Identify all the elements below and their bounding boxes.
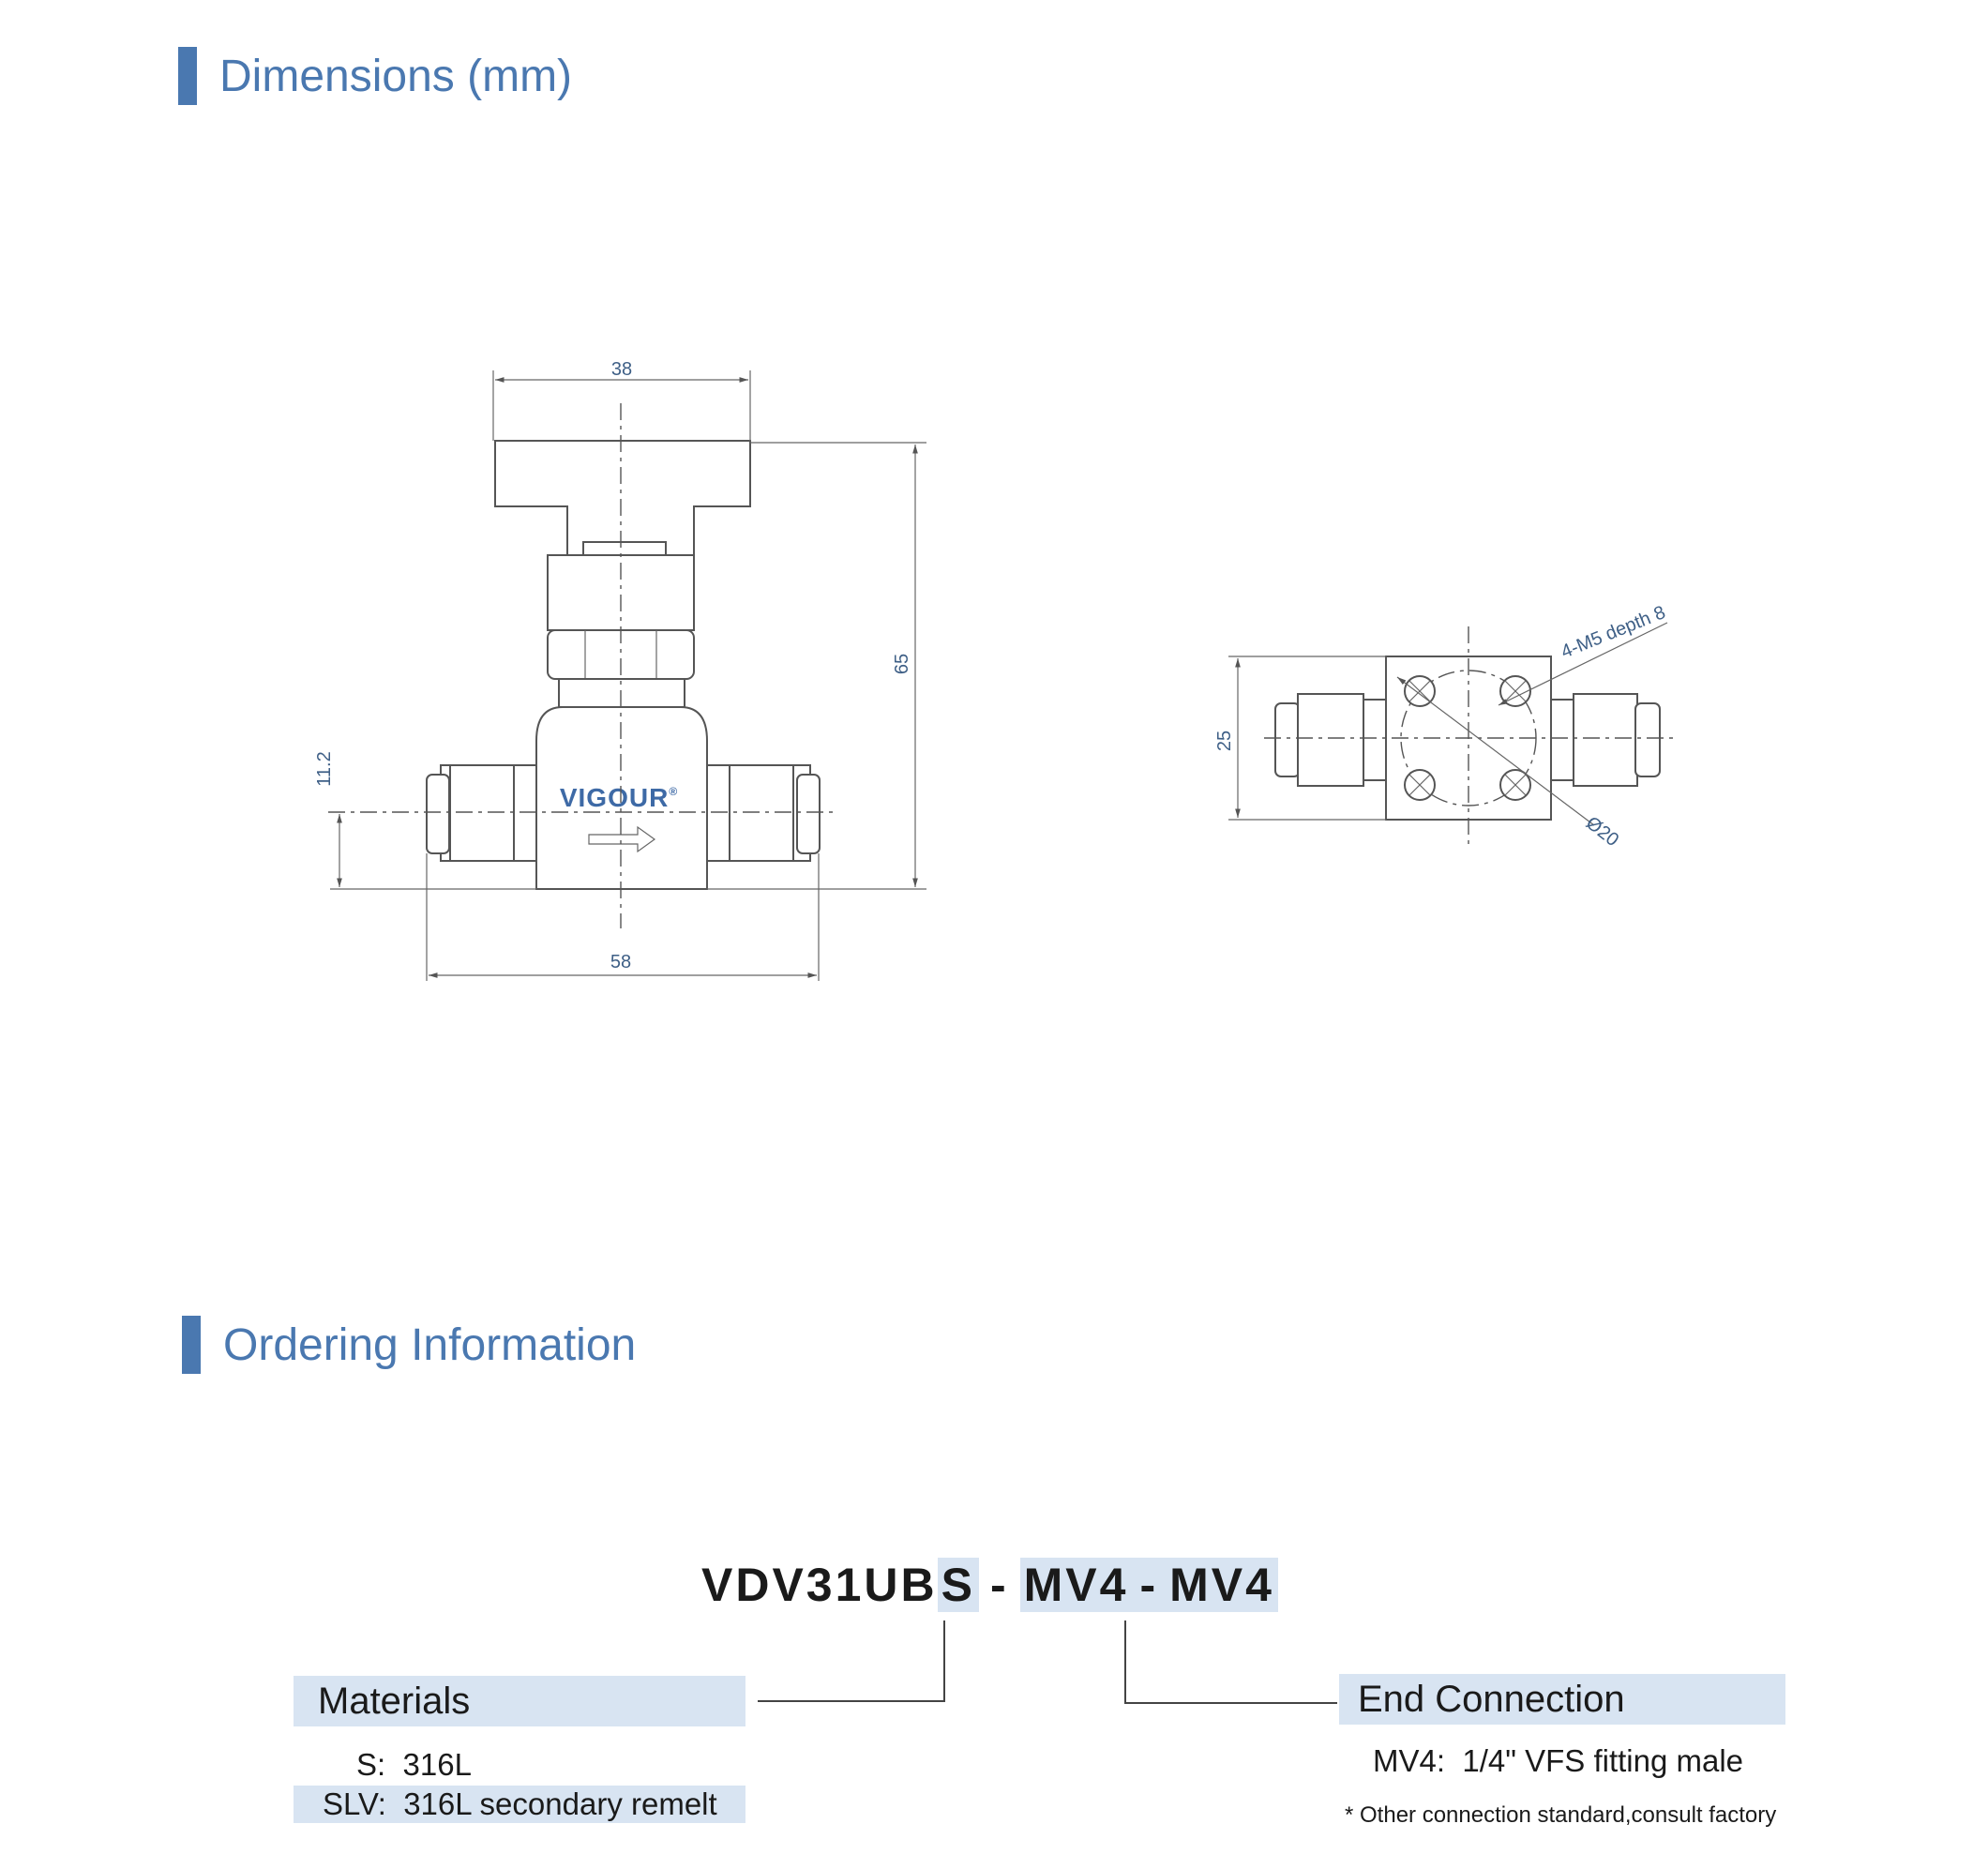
dim-38: 38 (610, 359, 633, 380)
code-separator: - (990, 1559, 1009, 1611)
dim-11-2: 11.2 (314, 751, 335, 787)
hole-note: 4-M5 depth 8 (1558, 602, 1669, 663)
dim-58: 58 (610, 952, 632, 972)
dim-bolt-circle: Ø20 (1581, 812, 1623, 852)
ordering-title: Ordering Information (223, 1319, 637, 1370)
material-option: SLV: 316L secondary remelt (323, 1786, 717, 1821)
code-end-1: MV4 (1023, 1559, 1129, 1611)
materials-label: Materials (294, 1676, 746, 1726)
code-end-2: MV4 (1169, 1559, 1274, 1611)
footnote: * Other connection standard,consult factory (1345, 1802, 1777, 1828)
dimensions-title: Dimensions (mm) (219, 51, 573, 101)
end-connection-label: End Connection (1339, 1674, 1785, 1725)
material-option: S: 316L (356, 1747, 472, 1782)
code-base: VDV31UB (701, 1559, 938, 1611)
dim-25: 25 (1214, 730, 1235, 752)
end-connection-option: MV4: 1/4" VFS fitting male (1373, 1743, 1744, 1778)
code-separator: - (1139, 1559, 1159, 1611)
dim-65: 65 (892, 653, 912, 675)
vigour-logo: VIGOUR® (559, 783, 679, 812)
code-material: S (938, 1558, 979, 1612)
